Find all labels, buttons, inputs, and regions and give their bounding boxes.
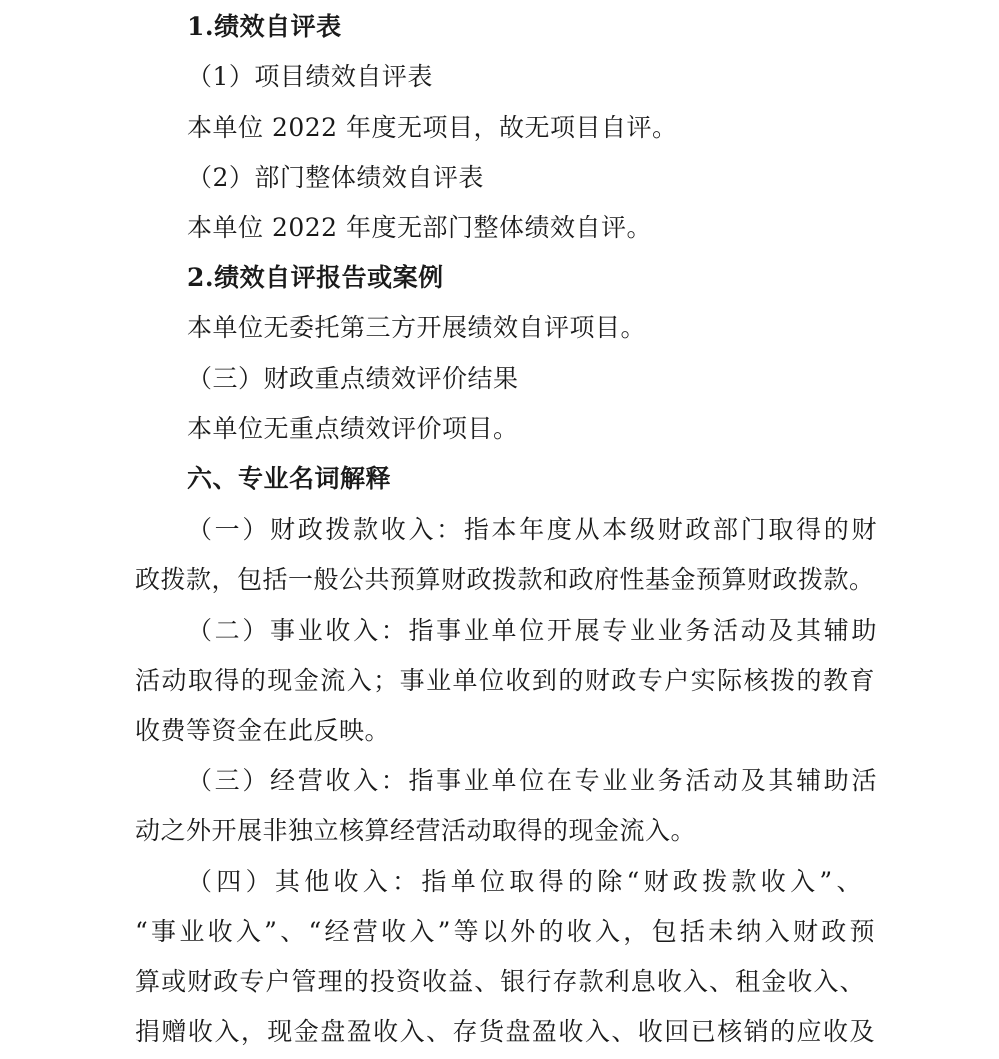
glossary-item-other-income-line4: 捐赠收入，现金盘盈收入、存货盘盈收入、收回已核销的应收及 [135,1017,875,1046]
subheading-project-evaluation: （1）项目绩效自评表 [187,62,433,91]
subheading-key-evaluation-results: （三）财政重点绩效评价结果 [187,364,519,393]
glossary-item-fiscal-appropriation-line1: （一）财政拨款收入：指本年度从本级财政部门取得的财 [187,515,877,544]
glossary-item-fiscal-appropriation-line2: 政拨款，包括一般公共预算财政拨款和政府性基金预算财政拨款。 [135,565,875,594]
heading-self-evaluation-form: 1.绩效自评表 [187,12,342,41]
glossary-item-business-income-line2: 活动取得的现金流入；事业单位收到的财政专户实际核拨的教育 [135,666,875,695]
glossary-item-business-income-line3: 收费等资金在此反映。 [135,716,391,745]
glossary-item-operating-income-line2: 动之外开展非独立核算经营活动取得的现金流入。 [135,816,697,845]
paragraph-project-evaluation: 本单位 2022 年度无项目，故无项目自评。 [187,113,678,142]
glossary-item-business-income-line1: （二）事业收入：指事业单位开展专业业务活动及其辅助 [187,616,877,645]
heading-glossary: 六、专业名词解释 [187,464,392,493]
glossary-item-other-income-line1: （四）其他收入：指单位取得的除“财政拨款收入”、 [187,867,862,896]
glossary-item-other-income-line2: “事业收入”、“经营收入”等以外的收入，包括未纳入财政预 [135,917,875,946]
heading-evaluation-report: 2.绩效自评报告或案例 [187,263,444,292]
paragraph-key-evaluation-results: 本单位无重点绩效评价项目。 [187,414,519,443]
glossary-item-other-income-line3: 算或财政专户管理的投资收益、银行存款利息收入、租金收入、 [135,967,865,996]
glossary-item-operating-income-line1: （三）经营收入：指事业单位在专业业务活动及其辅助活 [187,766,877,795]
paragraph-department-evaluation: 本单位 2022 年度无部门整体绩效自评。 [187,213,653,242]
paragraph-evaluation-report: 本单位无委托第三方开展绩效自评项目。 [187,313,647,342]
subheading-department-evaluation: （2）部门整体绩效自评表 [187,163,484,192]
